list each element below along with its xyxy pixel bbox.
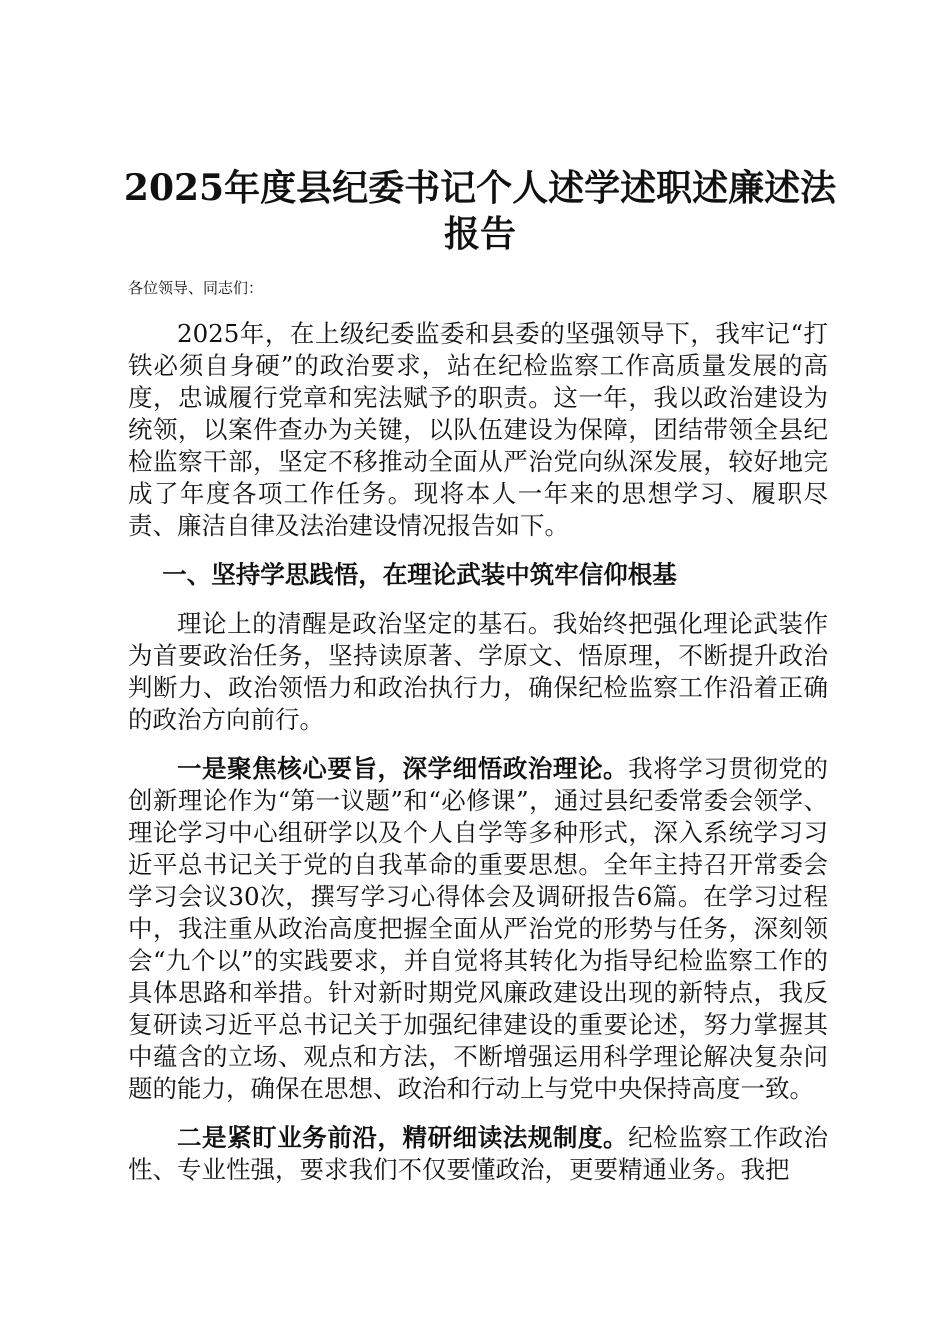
section-paragraph-2 bbox=[128, 753, 828, 1105]
intro-paragraph bbox=[128, 318, 828, 542]
section-paragraph-3 bbox=[128, 1122, 828, 1186]
section-paragraph-2-text: 我将学习贯彻党的创新理论作为“第一议题”和“必修课”，通过县纪委常委会领学、理论学习中心组研学以及个人自学等多种形式，深入系统学习习近平总书记关于党的自我革命的重要思想。全年主持召开常委会学习会议30次，撰写学习心得体会及调研报告6篇。在学习过程中，我注重从政治高度把握全面从严治党的形势与任务，深刻领会“九个以”的实践要求，并自觉将其转化为指导纪检监察工作的具体思路和举措。针对新时期党风廉政建设出现的新特点，我反复研读习近平总书记关于加强纪律建设的重要论述，努力掌握其中蕴含的立场、观点和方法，不断增强运用科学理论解决复杂问题的能力，确保在思想、政治和行动上与党中央保持高度一致。 bbox=[128, 754, 828, 1103]
document-body bbox=[128, 318, 828, 1203]
section-paragraph-3-text: 纪检监察工作政治性、专业性强，要求我们不仅要懂政治，更要精通业务。我把 bbox=[128, 1123, 828, 1184]
section-paragraph-1 bbox=[128, 608, 828, 736]
section-paragraph-3-lead: 二是紧盯业务前沿，精研细读法规制度。 bbox=[177, 1123, 629, 1152]
section-heading: 一、坚持学思践悟，在理论武装中筑牢信仰根基 bbox=[162, 560, 677, 589]
salutation: 各位领导、同志们： bbox=[128, 279, 264, 297]
section-paragraph-2-lead: 一是聚焦核心要旨，深学细悟政治理论。 bbox=[177, 754, 629, 783]
title-line-2: 报告 bbox=[443, 213, 516, 255]
section-paragraph-1-text: 理论上的清醒是政治坚定的基石。我始终把强化理论武装作为首要政治任务，坚持读原著、学原文、悟原理，不断提升政治判断力、政治领悟力和政治执行力，确保纪检监察工作沿着正确的政治方向前行。 bbox=[128, 609, 828, 734]
title-line-1: 2025年度县纪委书记个人述学述职述廉述法 bbox=[123, 167, 837, 209]
document-title bbox=[100, 165, 860, 257]
intro-paragraph-text: 2025年，在上级纪委监委和县委的坚强领导下，我牢记“打铁必须自身硬”的政治要求，站在纪检监察工作高质量发展的高度，忠诚履行党章和宪法赋予的职责。这一年，我以政治建设为统领，以案件查办为关键，以队伍建设为保障，团结带领全县纪检监察干部，坚定不移推动全面从严治党向纵深发展，较好地完成了年度各项工作任务。现将本人一年来的思想学习、履职尽责、廉洁自律及法治建设情况报告如下。 bbox=[128, 319, 828, 540]
